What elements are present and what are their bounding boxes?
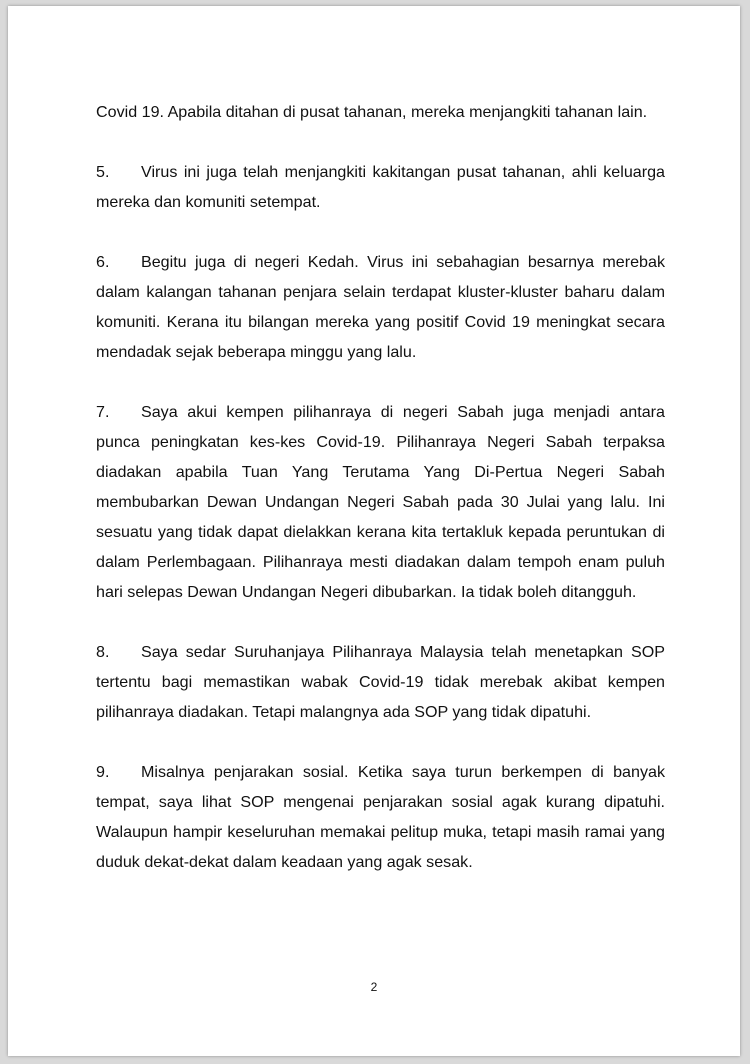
paragraph-7 (96, 397, 665, 607)
continuation-text: Covid 19. Apabila ditahan di pusat tahanan, mereka menjangkiti tahanan lain. (96, 103, 648, 121)
document-page (8, 6, 740, 1056)
paragraph-text: Misalnya penjarakan sosial. Ketika saya turun berkempen di banyak tempat, saya lihat SOP mengenai penjarakan sosial agak kurang dipatuhi. Walaupun hampir keseluruhan memakai pelitup muka, tetapi masih ramai yang duduk dekat-dekat dalam keadaan yang agak sesak. (96, 763, 665, 871)
paragraph-number: 9. (96, 763, 110, 781)
paragraph-text: Virus ini juga telah menjangkiti kakitangan pusat tahanan, ahli keluarga mereka dan komuniti setempat. (96, 163, 665, 211)
paragraph-number: 7. (96, 403, 110, 421)
paragraph-number: 6. (96, 253, 110, 271)
paragraph-6 (96, 247, 665, 367)
paragraph-number: 5. (96, 163, 110, 181)
paragraph-text: Saya sedar Suruhanjaya Pilihanraya Malaysia telah menetapkan SOP tertentu bagi memastikan wabak Covid-19 tidak merebak akibat kempen pilihanraya diadakan. Tetapi malangnya ada SOP yang tidak dipatuhi. (96, 643, 665, 721)
continuation-paragraph (96, 97, 665, 127)
paragraph-5 (96, 157, 665, 217)
paragraph-9 (96, 757, 665, 877)
paragraph-text: Saya akui kempen pilihanraya di negeri Sabah juga menjadi antara punca peningkatan kes-kes Covid-19. Pilihanraya Negeri Sabah terpaksa diadakan apabila Tuan Yang Terutama Yang Di-Pertua Negeri Sabah membubarkan Dewan Undangan Negeri Sabah pada 30 Julai yang lalu. Ini sesuatu yang tidak dapat dielakkan kerana kita tertakluk kepada peruntukan di dalam Perlembagaan. Pilihanraya mesti diadakan dalam tempoh enam puluh hari selepas Dewan Undangan Negeri dibubarkan. Ia tidak boleh ditangguh. (96, 403, 665, 601)
document-body (96, 97, 665, 907)
paragraph-text: Begitu juga di negeri Kedah. Virus ini sebahagian besarnya merebak dalam kalangan tahanan penjara selain terdapat kluster-kluster baharu dalam komuniti. Kerana itu bilangan mereka yang positif Covid 19 meningkat secara mendadak sejak beberapa minggu yang lalu. (96, 253, 665, 361)
paragraph-number: 8. (96, 643, 110, 661)
paragraph-8 (96, 637, 665, 727)
page-number: 2 (370, 980, 378, 994)
